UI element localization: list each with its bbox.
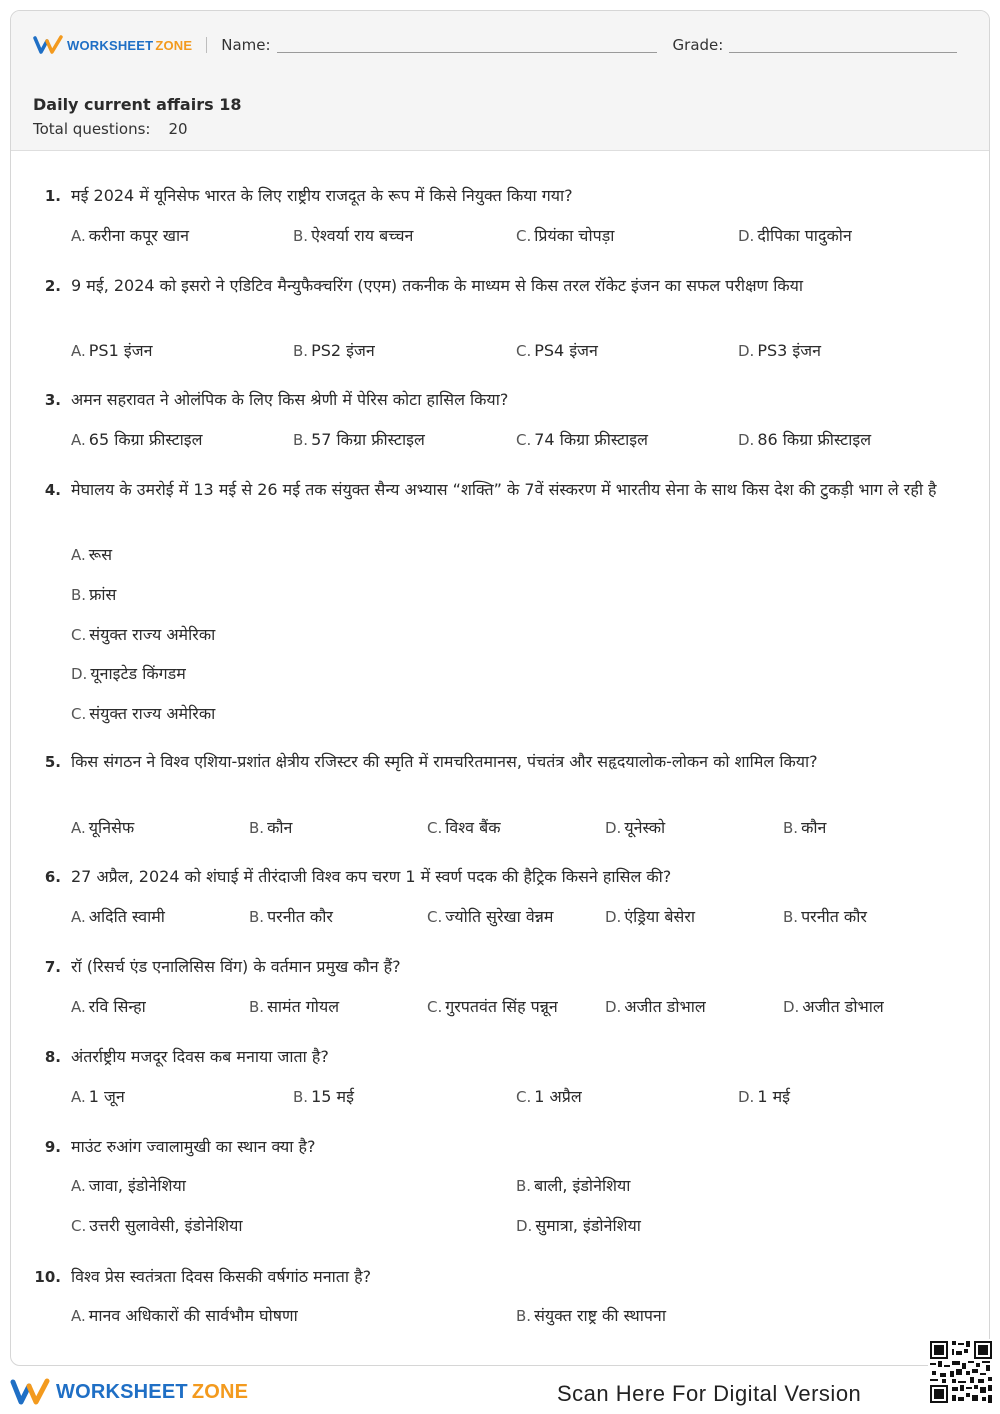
option-letter: D.	[605, 819, 622, 837]
option-c-repeat[interactable]	[71, 702, 215, 726]
option-letter: A.	[71, 908, 86, 926]
footer-brand-part1: WORKSHEET	[56, 1380, 188, 1403]
option-a[interactable]	[71, 995, 146, 1019]
option-a[interactable]	[71, 339, 152, 363]
option-letter: C.	[427, 819, 443, 837]
option-letter: B.	[516, 1307, 532, 1325]
option-a[interactable]	[71, 224, 189, 248]
question-text: 27 अप्रैल, 2024 को शंघाई में तीरंदाजी विश्व कप चरण 1 में स्वर्ण पदक की हैट्रिक किसने हासिल की?	[71, 867, 672, 886]
option-text: मानव अधिकारों की सार्वभौम घोषणा	[88, 1306, 298, 1325]
option-c[interactable]	[427, 816, 501, 840]
question-text: अंतर्राष्ट्रीय मजदूर दिवस कब मनाया जाता है?	[71, 1047, 329, 1066]
option-text: 1 मई	[757, 1087, 791, 1106]
option-b[interactable]	[293, 428, 425, 452]
header-top-row	[33, 33, 967, 57]
option-b[interactable]	[293, 224, 413, 248]
option-c[interactable]	[427, 995, 558, 1019]
question-number: 10.	[34, 1268, 61, 1286]
option-letter: C.	[516, 431, 532, 449]
option-text: कौन	[267, 818, 293, 837]
option-letter: B.	[783, 819, 799, 837]
option-text: PS2 इंजन	[311, 341, 375, 360]
option-letter: B.	[71, 586, 87, 604]
option-b[interactable]	[249, 995, 339, 1019]
option-text: संयुक्त राष्ट्र की स्थापना	[534, 1306, 666, 1325]
option-a[interactable]	[71, 543, 112, 567]
option-letter: B.	[293, 227, 309, 245]
option-text: यूनाइटेड किंगडम	[90, 664, 186, 683]
worksheet-sheet	[10, 10, 990, 1366]
option-text: 15 मई	[311, 1087, 354, 1106]
option-text: विश्व बैंक	[445, 818, 501, 837]
option-c[interactable]	[516, 1085, 582, 1109]
option-a[interactable]	[71, 905, 165, 929]
option-letter: B.	[293, 1088, 309, 1106]
option-letter: C.	[427, 908, 443, 926]
footer-brand-logo[interactable]	[10, 1378, 248, 1406]
total-questions	[33, 120, 967, 138]
question-number: 9.	[44, 1138, 61, 1156]
worksheet-header	[11, 11, 989, 151]
option-letter: C.	[516, 1088, 532, 1106]
question-number: 3.	[44, 391, 61, 409]
option-text: एंड्रिया बेसेरा	[624, 907, 696, 926]
question-text: 9 मई, 2024 को इसरो ने एडिटिव मैन्युफैक्चरिंग (एएम) तकनीक के माध्यम से किस तरल रॉकेट इंजन का सफल परीक्षण किया	[71, 276, 804, 295]
option-text: 57 किग्रा फ्रीस्टाइल	[311, 430, 425, 449]
option-text: दीपिका पादुकोन	[757, 226, 852, 245]
question-text: मेघालय के उमरोई में 13 मई से 26 मई तक संयुक्त सैन्य अभ्यास “शक्ति” के 7वें संस्करण में भारतीय सेना के साथ किस देश की टुकड़ी भाग ले रही है	[71, 480, 937, 499]
option-letter: C.	[71, 1217, 87, 1235]
option-letter: D.	[738, 227, 755, 245]
option-text: 74 किग्रा फ्रीस्टाइल	[534, 430, 648, 449]
option-a[interactable]	[71, 1174, 186, 1198]
option-letter: B.	[293, 342, 309, 360]
option-letter: B.	[783, 908, 799, 926]
qr-code-icon[interactable]	[928, 1339, 994, 1405]
grade-label: Grade:	[672, 36, 724, 54]
option-c[interactable]	[71, 1214, 243, 1238]
option-letter: B.	[249, 998, 265, 1016]
option-text: PS3 इंजन	[757, 341, 822, 360]
question-number: 4.	[44, 481, 61, 499]
worksheetzone-logo-icon	[33, 35, 63, 55]
option-d[interactable]	[738, 428, 871, 452]
option-text: 1 अप्रैल	[534, 1087, 582, 1106]
option-text: यूनिसेफ	[88, 818, 135, 837]
option-text: सामंत गोयल	[267, 997, 340, 1016]
option-letter: A.	[71, 1177, 86, 1195]
option-letter: D.	[738, 1088, 755, 1106]
option-text: PS4 इंजन	[534, 341, 598, 360]
option-a[interactable]	[71, 1304, 298, 1328]
question-number: 8.	[44, 1048, 61, 1066]
option-text: अजीत डोभाल	[624, 997, 706, 1016]
option-text: उत्तरी सुलावेसी, इंडोनेशिया	[89, 1216, 243, 1235]
header-divider	[206, 37, 207, 53]
option-letter: D.	[738, 342, 755, 360]
option-letter: C.	[516, 342, 532, 360]
option-text: बाली, इंडोनेशिया	[534, 1176, 631, 1195]
worksheet-title: Daily current affairs 18	[33, 95, 242, 114]
option-letter: A.	[71, 1088, 86, 1106]
option-d[interactable]	[605, 995, 706, 1019]
option-b[interactable]	[516, 1304, 666, 1328]
scan-caption: Scan Here For Digital Version	[557, 1381, 862, 1406]
option-letter: D.	[783, 998, 800, 1016]
option-c[interactable]	[427, 905, 553, 929]
option-text: गुरपतवंत सिंह पन्नून	[445, 997, 558, 1016]
brand-name-part1: WORKSHEET	[67, 37, 154, 53]
question-number: 6.	[44, 868, 61, 886]
option-text: परनीत कौर	[267, 907, 333, 926]
question-number: 1.	[44, 187, 61, 205]
option-a[interactable]	[71, 816, 134, 840]
option-d[interactable]	[71, 662, 186, 686]
option-text: अजीत डोभाल	[802, 997, 884, 1016]
option-letter: D.	[738, 431, 755, 449]
total-questions-label: Total questions:	[33, 120, 151, 138]
option-letter: A.	[71, 546, 86, 564]
option-b[interactable]	[293, 1085, 354, 1109]
name-label: Name:	[221, 36, 271, 54]
option-letter: A.	[71, 1307, 86, 1325]
question-text: माउंट रुआंग ज्वालामुखी का स्थान क्या है?	[71, 1137, 316, 1156]
option-c[interactable]	[71, 623, 215, 647]
grade-field[interactable]	[729, 37, 957, 53]
option-letter: B.	[249, 908, 265, 926]
option-d[interactable]	[605, 816, 665, 840]
option-letter: A.	[71, 431, 86, 449]
option-d[interactable]	[738, 1085, 790, 1109]
option-letter: B.	[516, 1177, 532, 1195]
worksheetzone-logo-icon	[10, 1378, 50, 1406]
option-letter: D.	[605, 998, 622, 1016]
option-a[interactable]	[71, 1085, 125, 1109]
option-text: जावा, इंडोनेशिया	[88, 1176, 186, 1195]
option-text: कौन	[801, 818, 827, 837]
option-b[interactable]	[249, 816, 292, 840]
option-letter: B.	[293, 431, 309, 449]
option-text: परनीत कौर	[801, 907, 867, 926]
option-d-repeat[interactable]	[783, 995, 884, 1019]
option-text: रूस	[88, 545, 113, 564]
option-letter: D.	[71, 665, 88, 683]
option-b-repeat[interactable]	[783, 816, 826, 840]
question-text: अमन सहरावत ने ओलंपिक के लिए किस श्रेणी में पेरिस कोटा हासिल किया?	[71, 390, 509, 409]
question-number: 2.	[44, 277, 61, 295]
brand-name-part2: ZONE	[155, 37, 193, 53]
option-a[interactable]	[71, 428, 203, 452]
option-d[interactable]	[738, 224, 852, 248]
option-text: फ्रांस	[89, 585, 117, 604]
option-c[interactable]	[516, 339, 598, 363]
question-text: मई 2024 में यूनिसेफ भारत के लिए राष्ट्रीय राजदूत के रूप में किसे नियुक्त किया गया?	[71, 186, 573, 205]
option-c[interactable]	[516, 428, 648, 452]
option-letter: C.	[71, 626, 87, 644]
option-text: 86 किग्रा फ्रीस्टाइल	[757, 430, 872, 449]
brand-logo[interactable]	[33, 35, 192, 55]
option-text: प्रियंका चोपड़ा	[534, 226, 615, 245]
option-letter: A.	[71, 342, 86, 360]
option-text: 65 किग्रा फ्रीस्टाइल	[88, 430, 203, 449]
option-letter: C.	[71, 705, 87, 723]
option-c[interactable]	[516, 224, 614, 248]
option-b[interactable]	[293, 339, 375, 363]
footer-brand-part2: ZONE	[191, 1380, 249, 1403]
option-d[interactable]	[738, 339, 821, 363]
question-text: किस संगठन ने विश्व एशिया-प्रशांत क्षेत्रीय रजिस्टर की स्मृति में रामचरितमानस, पंचतंत्र और सहृदयालोक-लोकन को शामिल किया?	[71, 752, 818, 771]
option-text: अदिति स्वामी	[88, 907, 165, 926]
total-questions-value: 20	[168, 120, 188, 138]
option-b[interactable]	[516, 1174, 630, 1198]
option-text: 1 जून	[88, 1087, 125, 1106]
option-text: सुमात्रा, इंडोनेशिया	[535, 1216, 641, 1235]
option-text: यूनेस्को	[624, 818, 666, 837]
option-letter: C.	[516, 227, 532, 245]
question-text: विश्व प्रेस स्वतंत्रता दिवस किसकी वर्षगांठ मनाता है?	[71, 1267, 372, 1286]
option-letter: A.	[71, 998, 86, 1016]
option-letter: B.	[249, 819, 265, 837]
option-letter: C.	[427, 998, 443, 1016]
question-text: रॉ (रिसर्च एंड एनालिसिस विंग) के वर्तमान प्रमुख कौन हैं?	[71, 957, 401, 976]
question-number: 5.	[44, 753, 61, 771]
option-letter: A.	[71, 819, 86, 837]
option-text: ऐश्वर्या राय बच्चन	[311, 226, 414, 245]
option-text: करीना कपूर खान	[88, 226, 189, 245]
question-number: 7.	[44, 958, 61, 976]
option-letter: D.	[605, 908, 622, 926]
option-text: PS1 इंजन	[88, 341, 153, 360]
option-letter: D.	[516, 1217, 533, 1235]
option-d[interactable]	[605, 905, 695, 929]
option-text: संयुक्त राज्य अमेरिका	[89, 704, 216, 723]
option-text: रवि सिन्हा	[88, 997, 146, 1016]
option-b[interactable]	[71, 583, 116, 607]
option-letter: A.	[71, 227, 86, 245]
name-field[interactable]	[277, 37, 657, 53]
option-b[interactable]	[249, 905, 333, 929]
page-footer	[0, 1366, 1000, 1414]
option-d[interactable]	[516, 1214, 641, 1238]
option-b-repeat[interactable]	[783, 905, 867, 929]
option-text: संयुक्त राज्य अमेरिका	[89, 625, 216, 644]
option-text: ज्योति सुरेखा वेन्नम	[445, 907, 554, 926]
